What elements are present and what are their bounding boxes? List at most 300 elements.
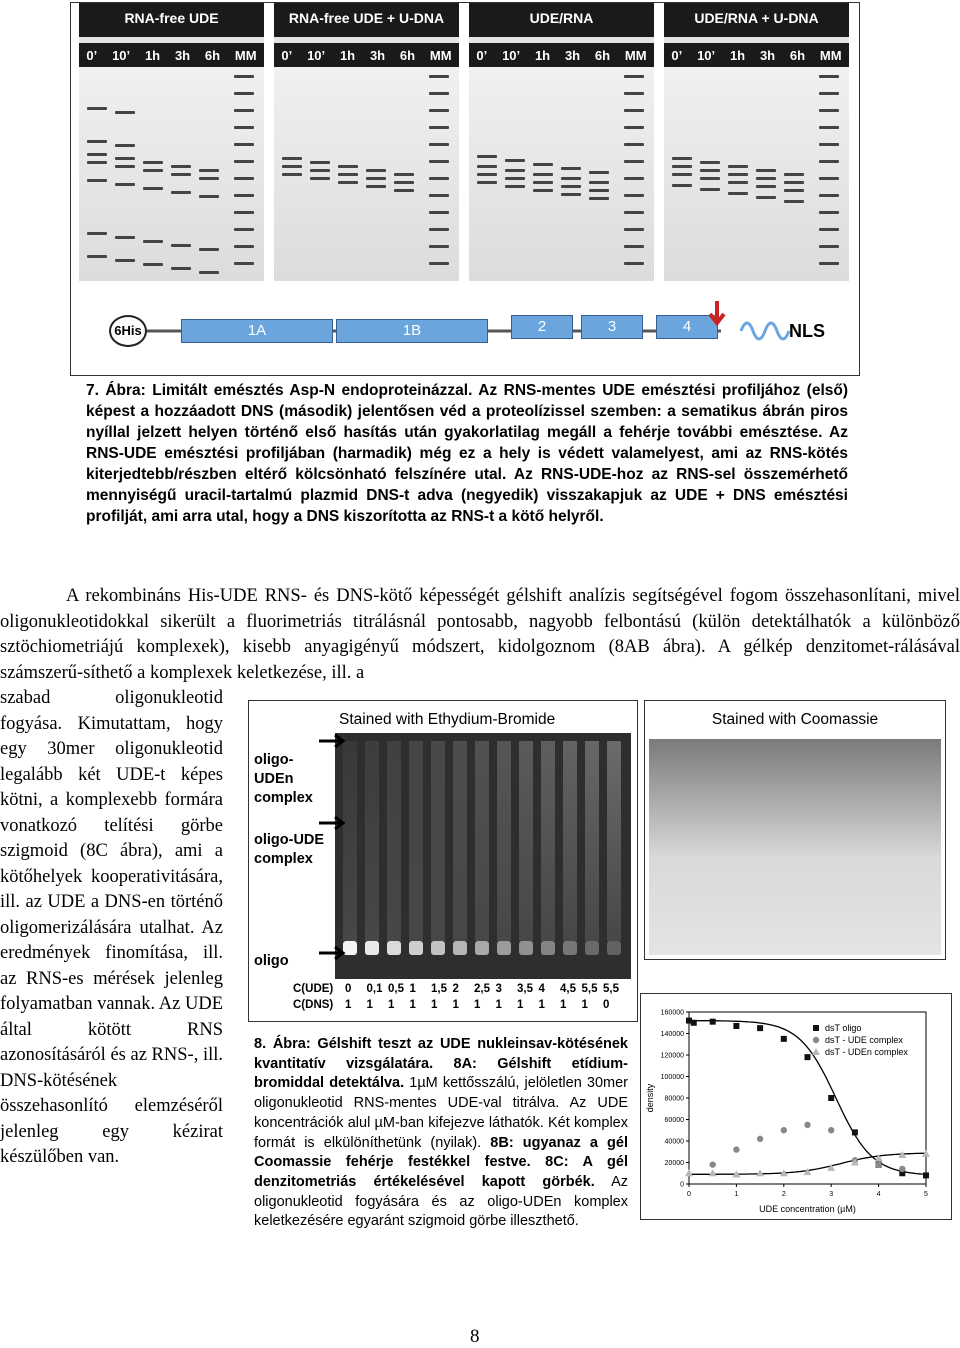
c-ude-values (345, 983, 627, 997)
label-oligo: oligo (254, 953, 289, 969)
gel-band (115, 157, 135, 160)
gel-image (469, 67, 654, 281)
coomassie-gel (649, 739, 941, 955)
gel-band (533, 163, 553, 166)
x-tick-label: 5 (924, 1191, 928, 1198)
caption8-text-1: 1µM kettősszálú, jelöletlen 30mer oligonukleotid RNS-mentes UDE-val titrálva. Az UDE koncentrációk alul µM-ban kifejezve láthatók. Két komplex formát is elkülöníthetünk (nyilak). (254, 1075, 628, 1151)
gel-band (784, 189, 804, 192)
gel-band (310, 169, 330, 172)
marker-band (429, 177, 449, 180)
lane-label: 1h (144, 47, 161, 63)
data-point-circle (804, 1122, 810, 1128)
marker-band (234, 211, 254, 214)
marker-band (429, 143, 449, 146)
panel-header (664, 3, 849, 37)
gel-band (728, 165, 748, 168)
lane-label: 3h (174, 47, 191, 63)
marker-band (429, 211, 449, 214)
marker-band (234, 126, 254, 129)
gel-band (394, 181, 414, 184)
gel-band (784, 181, 804, 184)
gel-lane (585, 741, 599, 941)
data-point-square (733, 1023, 739, 1029)
x-tick-label: 0 (687, 1191, 691, 1198)
gel-lane (475, 741, 489, 941)
free-oligo-band (519, 941, 533, 955)
lane-label: 6h (789, 47, 806, 63)
lane-label: 10’ (307, 47, 326, 63)
gel-band (756, 196, 776, 199)
c-ude-value: 1 (409, 983, 416, 995)
gel-band (589, 189, 609, 192)
lane-label: MM (234, 47, 257, 63)
lane-labels (664, 43, 849, 67)
gel-band (115, 144, 135, 147)
x-tick-label: 1 (734, 1191, 739, 1198)
marker-band (624, 109, 644, 112)
main-paragraph: A rekombináns His-UDE RNS- és DNS-kötő képességét gélshift analízis segítségével fogom összehasonlítani, mivel oligonukleotidokkal sikerült a fluorimetriás titrálásnál pontosabb, nagyobb felbontású (külön detektálhatók a különböző sztöchiometriájú komplexek), kisebb anyagigényű módszert, kidolgoznom (8AB ábra). A gélkép denzitomet-rálásával számszerű-síthető a komplexek keletkezése, ill. a (0, 586, 960, 683)
gel-lane (387, 741, 401, 941)
marker-band (429, 126, 449, 129)
c-dns-value: 1 (474, 999, 481, 1011)
gel-panel (274, 3, 459, 281)
marker-band (819, 109, 839, 112)
marker-band (819, 228, 839, 231)
figure-7-caption (86, 380, 848, 527)
lane-labels (79, 43, 264, 67)
gel-band (143, 240, 163, 243)
figure-7-caption-title: 7. Ábra: Limitált emésztés Asp-N endoproteinázzal. (86, 382, 473, 399)
gel-band (700, 177, 720, 180)
x-tick-label: 3 (829, 1191, 834, 1198)
gel-band (672, 184, 692, 187)
c-ude-value: 2 (452, 983, 459, 995)
lane-label: MM (429, 47, 452, 63)
gel-band (505, 159, 525, 162)
marker-band (819, 211, 839, 214)
lane-label: MM (624, 47, 647, 63)
gel-lane (409, 741, 423, 941)
gel-band (505, 169, 525, 172)
marker-band (624, 75, 644, 78)
c-dns-label: C(DNS) (293, 999, 334, 1011)
gel-band (115, 111, 135, 114)
domain-1b: 1B (336, 319, 488, 343)
data-point-circle (828, 1127, 834, 1133)
gel-band (199, 271, 219, 274)
marker-band (429, 109, 449, 112)
gel-band (672, 165, 692, 168)
gel-band (338, 173, 358, 176)
c-ude-value: 4 (538, 983, 545, 995)
marker-band (819, 126, 839, 129)
gel-band (199, 195, 219, 198)
marker-band (234, 262, 254, 265)
marker-band (819, 262, 839, 265)
marker-band (429, 92, 449, 95)
marker-band (429, 262, 449, 265)
y-tick-label: 40000 (664, 1138, 684, 1146)
gel-lane (541, 741, 555, 941)
c-ude-value: 3 (495, 983, 502, 995)
side-paragraph: szabad oligonukleotid fogyása. Kimutattam, hogy egy 30mer oligonukleotid legalább két UDE-t képes kötni, a komplexebb formára vonatkozó telítési görbe szigmoid (8C ábra), ami a kötőhelyek kooperativitására, ill. az UDE a DNS-en történő oligomerizálására utalhat. Az eredmények finomítása, ill. az RNS-es mérések jelenleg folyamatban vannak. Az UDE által kötött RNS azonosításáról és az RNS-, ill. DNS-kötésének összehasonlító elemzéséről jelenleg egy kézirat készülőben van. (0, 688, 223, 1167)
marker-band (234, 109, 254, 112)
data-point-circle (899, 1166, 905, 1172)
marker-band (819, 143, 839, 146)
gel-panel (664, 3, 849, 281)
label-oligo-uden: oligo-UDEn complex (254, 752, 313, 806)
gel-band (282, 173, 302, 176)
gel-band (394, 173, 414, 176)
gel-band (199, 248, 219, 251)
lane-labels (469, 43, 654, 67)
marker-band (819, 160, 839, 163)
marker-band (819, 194, 839, 197)
c-dns-value: 1 (409, 999, 416, 1011)
panel-title: RNA-free UDE (124, 10, 219, 26)
data-point-circle (733, 1146, 739, 1152)
c-dns-value: 1 (581, 999, 588, 1011)
x-tick-label: 2 (781, 1191, 786, 1198)
panel-title: RNA-free UDE + U-DNA (288, 10, 445, 26)
marker-band (429, 228, 449, 231)
gel-band (477, 181, 497, 184)
figure-8a-title: Stained with Ethydium-Bromide (339, 711, 556, 728)
legend-label: dsT - UDE complex (825, 1035, 903, 1045)
gel-lane (563, 741, 577, 941)
lane-label: 0’ (281, 47, 293, 63)
data-point-circle (710, 1161, 716, 1167)
marker-band (234, 75, 254, 78)
gel-band (199, 177, 219, 180)
gel-band (171, 244, 191, 247)
y-tick-label: 60000 (664, 1117, 684, 1124)
c-ude-value: 0,1 (366, 983, 383, 995)
gel-lane (497, 741, 511, 941)
gel-band (700, 169, 720, 172)
gel-band (115, 259, 135, 262)
gel-image (274, 67, 459, 281)
figure-7 (70, 2, 860, 376)
c-ude-value: 5,5 (581, 983, 598, 995)
gel-band (171, 191, 191, 194)
c-ude-value: 3,5 (517, 983, 533, 995)
free-oligo-band (431, 941, 445, 955)
gel-band (310, 177, 330, 180)
domain-2: 2 (511, 315, 573, 339)
his-tag: 6His (109, 315, 147, 347)
gel-band (143, 187, 163, 190)
c-dns-value: 1 (517, 999, 524, 1011)
data-point-square (805, 1054, 811, 1060)
gel-band (143, 169, 163, 172)
free-oligo-band (541, 941, 555, 955)
marker-band (234, 228, 254, 231)
free-oligo-band (607, 941, 621, 955)
lane-label: 3h (564, 47, 581, 63)
lane-label: 3h (369, 47, 386, 63)
free-oligo-band (585, 941, 599, 955)
gel-band (533, 173, 553, 176)
c-dns-value: 1 (345, 999, 352, 1011)
c-ude-value: 1,5 (431, 983, 447, 995)
legend-label: dsT - UDEn complex (825, 1047, 908, 1057)
page-number: 8 (470, 1326, 480, 1347)
x-tick-label: 4 (876, 1191, 881, 1198)
c-ude-label: C(UDE) (293, 983, 334, 995)
gel-band (366, 169, 386, 172)
marker-band (624, 160, 644, 163)
c-ude-value: 0,5 (388, 983, 404, 995)
marker-band (234, 245, 254, 248)
lane-label: 0’ (671, 47, 683, 63)
gel-band (282, 165, 302, 168)
gel-lane (607, 741, 621, 941)
figure-8a (248, 700, 638, 1022)
free-oligo-band (453, 941, 467, 955)
marker-band (234, 160, 254, 163)
gel-band (87, 179, 107, 182)
marker-band (819, 92, 839, 95)
gel-band (338, 165, 358, 168)
gel-band (589, 171, 609, 174)
data-point-square (828, 1095, 834, 1101)
c-dns-value: 1 (452, 999, 459, 1011)
gel-band (561, 167, 581, 170)
panel-header (469, 3, 654, 37)
gel-band (394, 189, 414, 192)
legend-label: dsT oligo (825, 1023, 862, 1033)
marker-band (819, 245, 839, 248)
gel-band (87, 153, 107, 156)
lane-labels (274, 43, 459, 67)
free-oligo-band (475, 941, 489, 955)
gel-band (115, 183, 135, 186)
data-point-square (852, 1129, 858, 1135)
data-point-triangle (709, 1169, 717, 1176)
lane-label: 10’ (502, 47, 521, 63)
y-tick-label: 100000 (660, 1074, 684, 1081)
lane-label: 1h (339, 47, 356, 63)
c-dns-value: 1 (538, 999, 545, 1011)
gel-lane (365, 741, 379, 941)
gel-band (199, 169, 219, 172)
gel-band (784, 200, 804, 203)
gel-band (561, 185, 581, 188)
gel-band (171, 173, 191, 176)
marker-band (624, 262, 644, 265)
c-dns-value: 1 (431, 999, 438, 1011)
free-oligo-band (365, 941, 379, 955)
caption8-bold-1: 8. Ábra: Gélshift teszt az UDE nukleinsav-kötésének kvantitatív vizsgálatára. 8A: Gélshift etídium-bromiddal detektálva. (254, 1036, 628, 1092)
domain-1a: 1A (181, 319, 333, 343)
gel-arrows (319, 731, 349, 971)
data-point-square (757, 1025, 763, 1031)
gel-band (589, 181, 609, 184)
y-tick-label: 20000 (664, 1160, 684, 1167)
panel-header (79, 3, 264, 37)
lane-label: 0’ (476, 47, 488, 63)
marker-band (624, 194, 644, 197)
legend-marker-triangle (812, 1048, 820, 1055)
marker-band (234, 177, 254, 180)
lane-label: 6h (399, 47, 416, 63)
marker-band (429, 245, 449, 248)
gel-band (87, 140, 107, 143)
gel-band (115, 236, 135, 239)
gel-band (756, 177, 776, 180)
lane-label: 6h (594, 47, 611, 63)
gel-band (171, 267, 191, 270)
gel-band (87, 232, 107, 235)
legend-marker-circle (813, 1037, 819, 1043)
domain-4: 4 (656, 315, 718, 339)
y-tick-label: 0 (680, 1181, 684, 1189)
gel-band (87, 161, 107, 164)
marker-band (234, 143, 254, 146)
c-dns-value: 0 (603, 999, 610, 1011)
marker-band (624, 228, 644, 231)
figure-7-caption-body: Az RNS-mentes UDE emésztési profiljához (első) képest a hozzáadott DNS (második) jelentősen véd a proteolízissel szemben: a sematikus ábrán piros nyíllal jelzett helyen történő első hasítás után gyakorlatilag megáll a fehérje további emésztése. Az RNS-UDE emésztési profiljában (harmadik) még ez a hely is védett valamelyest, ami az RNS-kötés kiterjedtebb/részben eltérő kölcsönható felszínére utal. Az RNS-UDE-hoz az RNS-sel összemérhető mennyiségű uracil-tartalmú plazmid DNS-t adva (negyedik) visszakapjuk az UDE + DNS emésztési profilját, ami arra utal, hogy a DNS kiszorította az RNS-t a kötő helyről. (86, 382, 849, 525)
gel-band (700, 188, 720, 191)
marker-band (624, 211, 644, 214)
y-tick-label: 120000 (660, 1052, 684, 1060)
panel-header (274, 3, 459, 37)
caption8-text-2: Az oligonukleotid fogyására és az oligo-UDEn komplex keletkezésére egyaránt szigmoid görbe illeszthető. (254, 1173, 628, 1230)
figure-8b-title: Stained with Coomassie (711, 711, 879, 728)
gel-band (561, 193, 581, 196)
gel-band (589, 197, 609, 200)
gel-band (87, 107, 107, 110)
marker-band (624, 245, 644, 248)
data-point-square (923, 1172, 929, 1178)
figure-8-caption (254, 1035, 628, 1232)
marker-band (234, 92, 254, 95)
protein-schema (101, 303, 861, 363)
gel-band (672, 173, 692, 176)
marker-band (624, 126, 644, 129)
gel-lane (431, 741, 445, 941)
lane-label: 6h (204, 47, 221, 63)
gel-band (756, 185, 776, 188)
data-point-circle (875, 1161, 881, 1167)
lane-label: 3h (759, 47, 776, 63)
gel-band (505, 177, 525, 180)
marker-band (819, 177, 839, 180)
figure-8c-chart (640, 993, 952, 1220)
panel-title: UDE/RNA + U-DNA (694, 10, 819, 26)
y-tick-label: 80000 (664, 1095, 684, 1103)
data-point-square (691, 1020, 697, 1026)
lane-label: 10’ (112, 47, 131, 63)
marker-band (429, 160, 449, 163)
label-oligo-ude: oligo-UDE complex (254, 832, 325, 867)
panel-title: UDE/RNA (529, 10, 594, 26)
free-oligo-band (497, 941, 511, 955)
x-axis-label: UDE concentration (µM) (759, 1204, 856, 1214)
ethidium-gel (335, 733, 631, 979)
gel-band (143, 263, 163, 266)
c-ude-value: 5,5 (603, 983, 619, 995)
data-point-triangle (804, 1168, 812, 1175)
gel-band (477, 173, 497, 176)
data-point-square (781, 1036, 787, 1042)
data-point-square (710, 1019, 716, 1025)
free-oligo-band (387, 941, 401, 955)
data-point-triangle (756, 1169, 764, 1176)
gel-band (310, 161, 330, 164)
y-tick-label: 160000 (660, 1009, 684, 1017)
lane-label: MM (819, 47, 842, 63)
gel-band (87, 255, 107, 258)
gel-panel (469, 3, 654, 281)
c-dns-value: 1 (560, 999, 567, 1011)
y-axis-label: density (645, 1083, 655, 1113)
marker-band (624, 92, 644, 95)
nls-label: NLS (789, 321, 825, 341)
gel-lane (519, 741, 533, 941)
gel-band (756, 169, 776, 172)
marker-band (429, 75, 449, 78)
gel-image (79, 67, 264, 281)
cleavage-arrow-icon (707, 301, 727, 331)
domain-3: 3 (581, 315, 643, 339)
lane-label: 1h (729, 47, 746, 63)
gel-band (477, 165, 497, 168)
gel-band (784, 173, 804, 176)
c-ude-value: 4,5 (560, 983, 576, 995)
gel-band (728, 181, 748, 184)
gel-band (115, 165, 135, 168)
marker-band (624, 177, 644, 180)
gel-band (700, 161, 720, 164)
marker-band (234, 194, 254, 197)
gel-band (728, 192, 748, 195)
data-point-circle (757, 1136, 763, 1142)
figure-8b (644, 700, 946, 960)
gel-band (282, 157, 302, 160)
gel-band (171, 165, 191, 168)
c-ude-value: 2,5 (474, 983, 490, 995)
gel-band (477, 155, 497, 158)
c-dns-values (345, 999, 627, 1013)
gel-band (366, 185, 386, 188)
gel-image (664, 67, 849, 281)
marker-band (624, 143, 644, 146)
lane-label: 0’ (86, 47, 98, 63)
c-ude-value: 0 (345, 983, 352, 995)
gel-band (561, 177, 581, 180)
gel-band (338, 181, 358, 184)
y-tick-label: 140000 (660, 1031, 684, 1038)
caption8-bold-2: 8B: ugyanaz a gél Coomassie fehérje festékkel festve. 8C: A gél denzitometriás értékelésével kapott görbék. (254, 1134, 628, 1190)
gel-band (533, 181, 553, 184)
gel-band (143, 161, 163, 164)
marker-band (819, 75, 839, 78)
lane-label: 10’ (697, 47, 716, 63)
c-dns-value: 1 (388, 999, 395, 1011)
gel-band (533, 189, 553, 192)
gel-band (728, 173, 748, 176)
c-dns-value: 1 (366, 999, 373, 1011)
lane-label: 1h (534, 47, 551, 63)
gel-band (366, 177, 386, 180)
c-dns-value: 1 (495, 999, 502, 1011)
data-point-triangle (685, 1169, 693, 1176)
gel-lane (453, 741, 467, 941)
gel-band (505, 185, 525, 188)
legend-marker-square (813, 1025, 819, 1031)
